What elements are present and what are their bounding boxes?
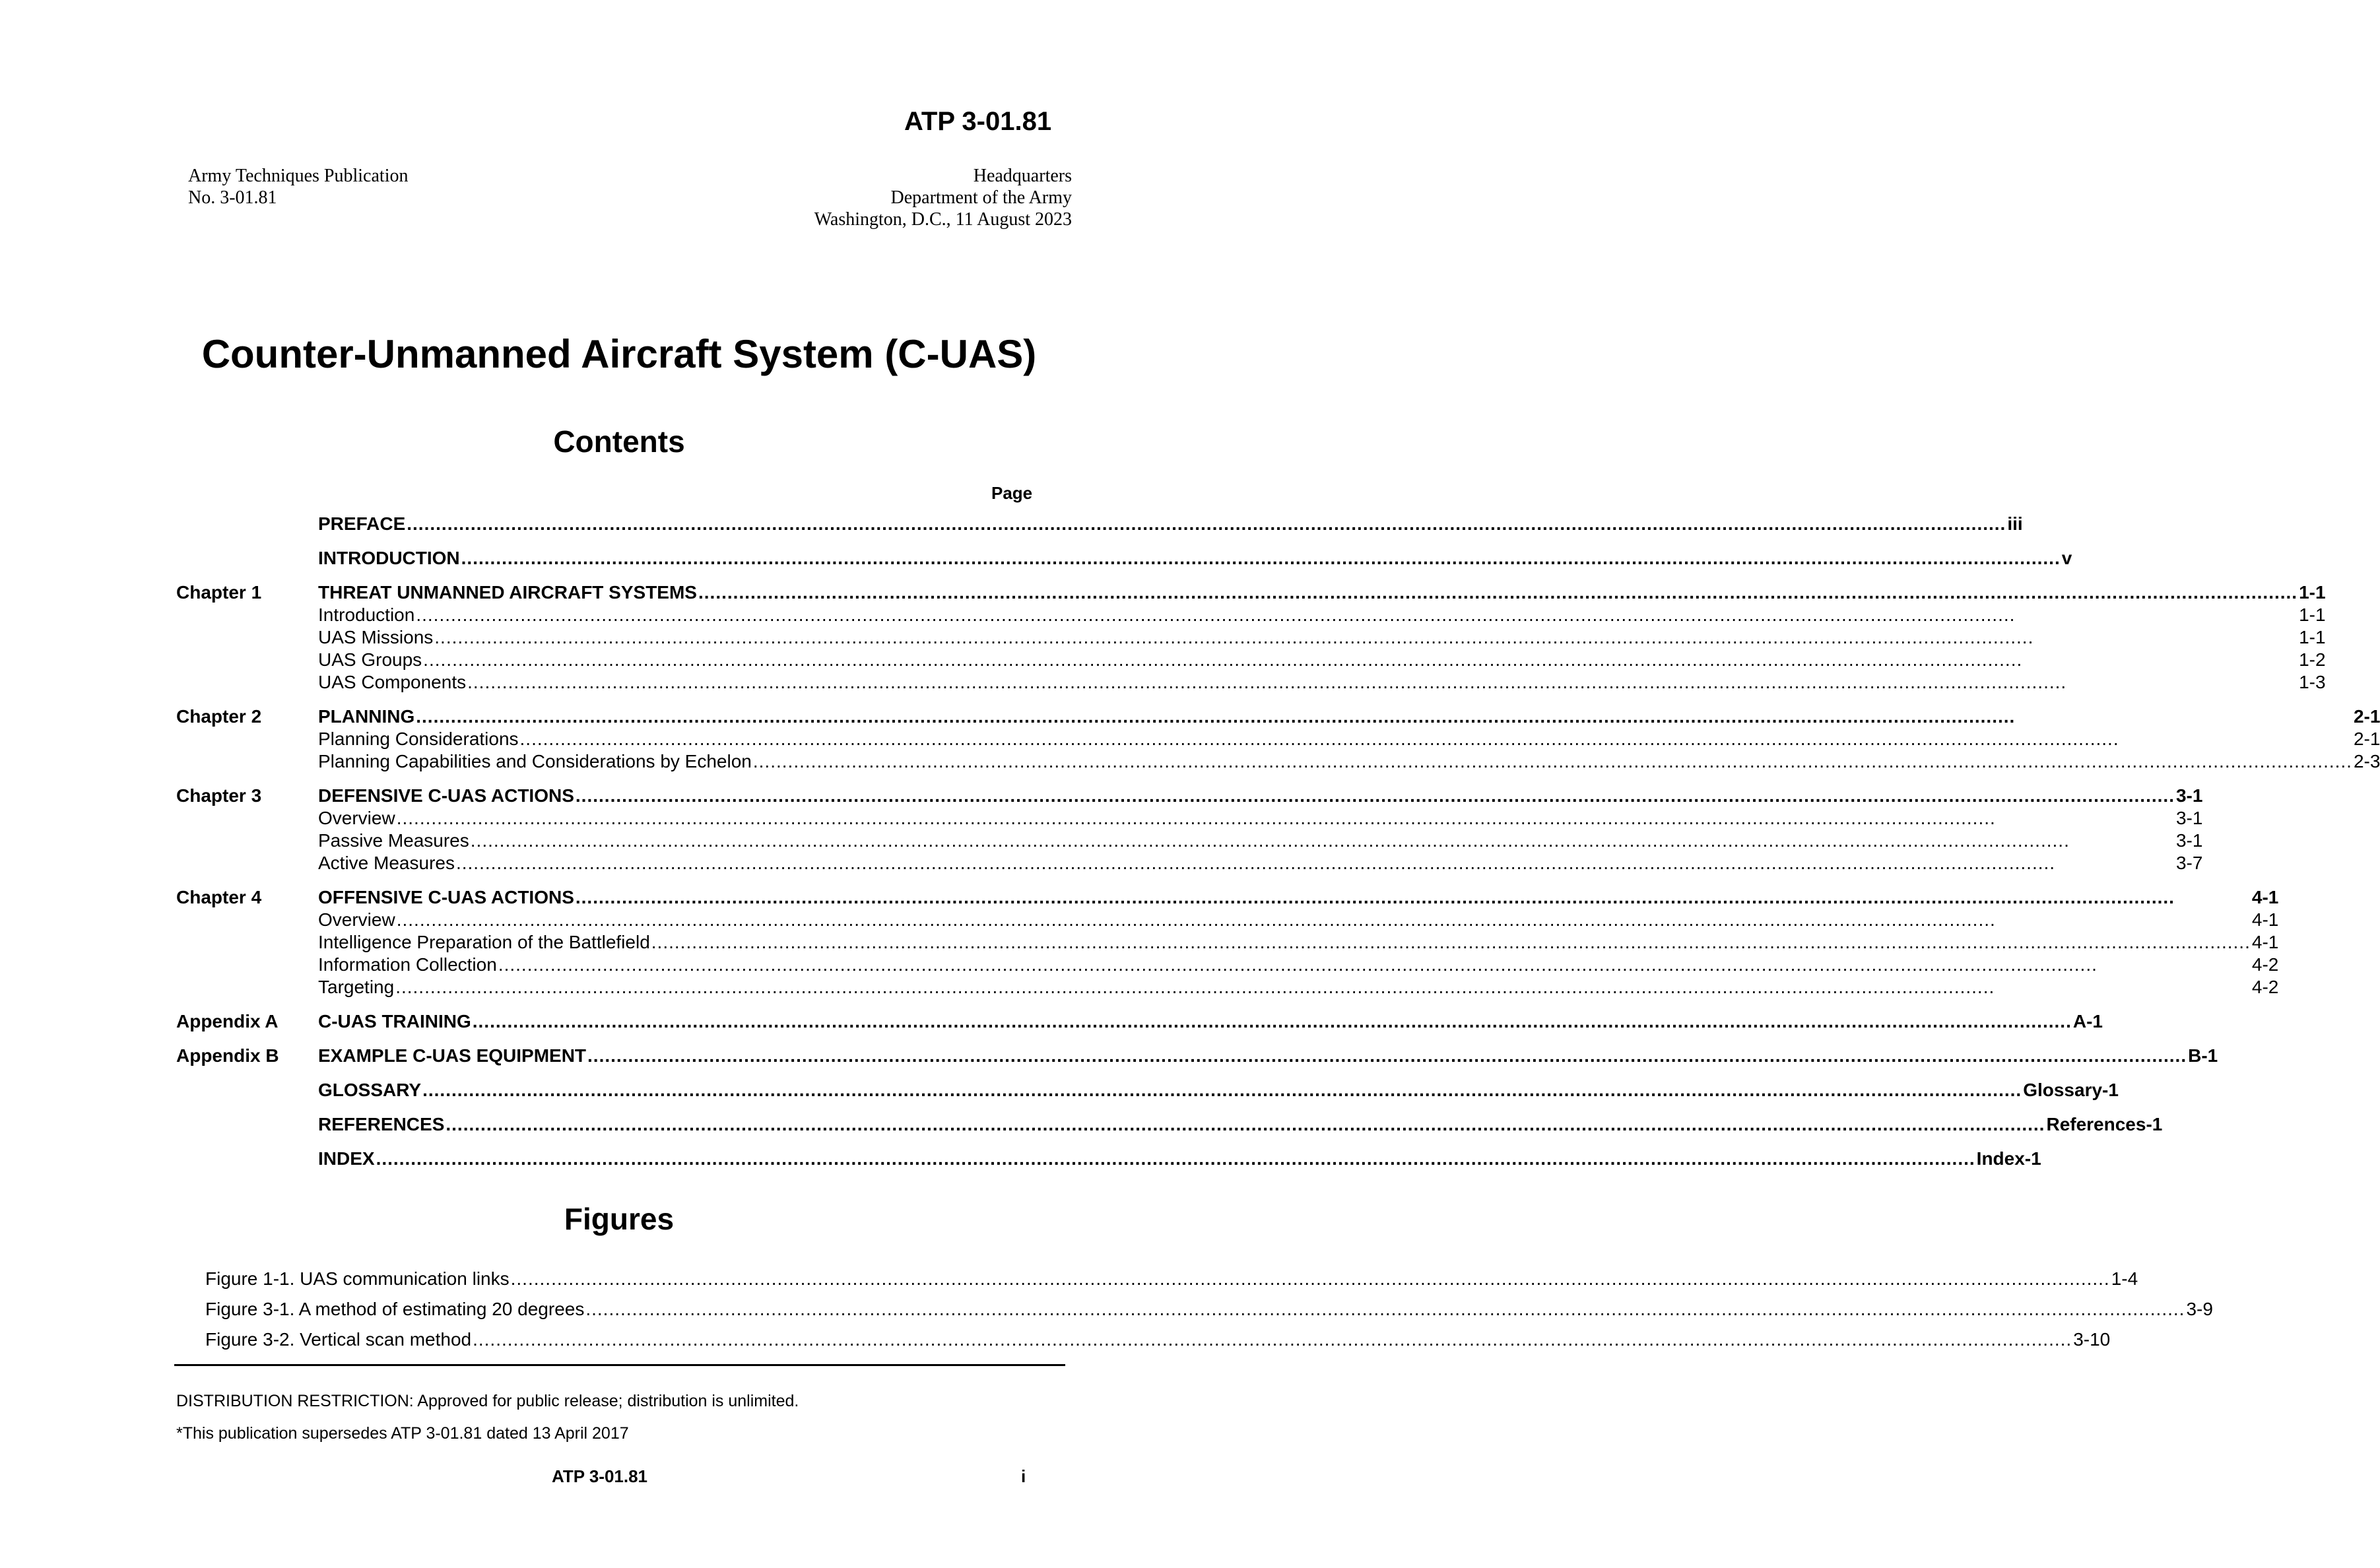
publication-number: No. 3-01.81 — [188, 187, 277, 208]
toc-entry-title: PLANNING — [318, 706, 415, 727]
chapter-label — [176, 1113, 318, 1136]
toc-entries — [318, 1113, 2162, 1136]
dot-leader — [423, 649, 2297, 671]
toc-entries — [318, 581, 2326, 694]
toc-group — [176, 512, 2023, 535]
toc-entry-page: 1-1 — [2299, 627, 2326, 647]
chapter-label: Chapter 1 — [176, 582, 262, 603]
dot-leader — [467, 671, 2297, 694]
toc-entry[interactable] — [318, 705, 2380, 728]
toc-entry-title: Introduction — [318, 604, 415, 625]
toc-entry-title: EXAMPLE C-UAS EQUIPMENT — [318, 1045, 587, 1066]
dot-leader — [446, 1113, 2045, 1136]
table-of-contents — [176, 512, 2380, 1181]
toc-entry[interactable] — [318, 909, 2278, 931]
toc-entry-page: B-1 — [2188, 1045, 2218, 1066]
toc-entry-page: 2-3 — [2353, 751, 2380, 771]
toc-entry-title: PREFACE — [318, 513, 406, 534]
toc-entries — [318, 784, 2202, 874]
toc-entry[interactable] — [318, 1147, 2041, 1170]
toc-entry[interactable] — [318, 886, 2278, 909]
toc-entry-page: 4-1 — [2251, 909, 2279, 930]
dot-leader — [585, 1294, 2185, 1324]
toc-group — [176, 1147, 2041, 1170]
toc-entries — [318, 546, 2072, 570]
toc-entry[interactable] — [318, 649, 2326, 671]
dot-leader — [511, 1264, 2110, 1294]
toc-entry-page: A-1 — [2072, 1011, 2103, 1031]
toc-entry[interactable] — [318, 784, 2202, 807]
figure-entry[interactable] — [205, 1264, 2138, 1294]
dot-leader — [698, 581, 2297, 604]
toc-entry[interactable] — [318, 604, 2326, 626]
location-date-line: Washington, D.C., 11 August 2023 — [814, 209, 1072, 230]
toc-entry[interactable] — [318, 581, 2326, 604]
toc-entry[interactable] — [318, 1010, 2103, 1033]
chapter-label: Chapter 3 — [176, 785, 262, 806]
dot-leader — [397, 807, 2175, 830]
publication-type: Army Techniques Publication — [188, 166, 409, 186]
toc-group — [176, 581, 2326, 694]
toc-entry-title: Figure 3-2. Vertical scan method — [205, 1329, 472, 1350]
toc-entry[interactable] — [318, 728, 2380, 750]
toc-entry-page: 1-2 — [2299, 649, 2326, 670]
dot-leader — [395, 976, 2251, 998]
toc-entry-title: THREAT UNMANNED AIRCRAFT SYSTEMS — [318, 582, 697, 603]
toc-entry[interactable] — [318, 852, 2202, 874]
footer-doc-id: ATP 3-01.81 — [552, 1466, 648, 1486]
toc-entry-page: 3-9 — [2186, 1299, 2213, 1319]
toc-entry-page: References-1 — [2046, 1114, 2163, 1134]
chapter-label: Appendix B — [176, 1045, 279, 1066]
dot-leader — [473, 1324, 2072, 1355]
dot-leader — [471, 830, 2175, 852]
toc-entry[interactable] — [318, 830, 2202, 852]
toc-entry[interactable] — [318, 1113, 2162, 1136]
toc-group — [176, 546, 2072, 570]
figure-entry[interactable] — [205, 1324, 2111, 1355]
toc-entry-title: Passive Measures — [318, 830, 469, 851]
toc-entry-page: 4-2 — [2251, 954, 2279, 975]
toc-entry-title: INTRODUCTION — [318, 548, 460, 568]
toc-entries — [318, 1078, 2119, 1101]
toc-entry-title: Targeting — [318, 977, 395, 997]
toc-entry-page: Index-1 — [1976, 1148, 2041, 1169]
toc-entry-page: 2-1 — [2353, 706, 2380, 727]
dot-leader — [416, 604, 2297, 626]
dot-leader — [397, 909, 2251, 931]
toc-entries — [318, 705, 2380, 773]
toc-entry[interactable] — [318, 750, 2380, 773]
chapter-label: Chapter 4 — [176, 887, 262, 907]
divider-rule — [174, 1364, 1065, 1366]
chapter-label: Chapter 2 — [176, 706, 262, 727]
toc-entry[interactable] — [318, 976, 2278, 998]
toc-entries — [318, 886, 2278, 998]
toc-entry-page: 1-1 — [2299, 582, 2326, 603]
issuing-authority — [814, 165, 1072, 230]
toc-entry-page: 4-2 — [2251, 977, 2279, 997]
dot-leader — [498, 954, 2251, 976]
toc-entry-title: Planning Considerations — [318, 729, 519, 749]
toc-entry-page: 1-3 — [2299, 672, 2326, 692]
doc-id-top: ATP 3-01.81 — [904, 107, 1052, 136]
toc-group — [176, 1044, 2218, 1067]
dot-leader — [422, 1078, 2022, 1101]
toc-entry-title: UAS Groups — [318, 649, 422, 670]
department-line: Department of the Army — [890, 187, 1072, 208]
dot-leader — [753, 750, 2352, 773]
chapter-label — [176, 1078, 318, 1101]
dot-leader — [576, 886, 2251, 909]
dot-leader — [651, 931, 2251, 954]
toc-entry-page: 1-1 — [2299, 604, 2326, 625]
dot-leader — [407, 512, 2006, 535]
toc-entry-title: UAS Missions — [318, 627, 434, 647]
dot-leader — [520, 728, 2352, 750]
publication-info — [188, 165, 408, 209]
toc-entry-title: Figure 3-1. A method of estimating 20 degrees — [205, 1299, 585, 1319]
dot-leader — [461, 546, 2061, 570]
toc-entry-page: 3-7 — [2175, 853, 2203, 873]
toc-group — [176, 1010, 2103, 1033]
toc-entry[interactable] — [318, 931, 2278, 954]
toc-entry-title: Intelligence Preparation of the Battlefield — [318, 932, 650, 952]
toc-entry[interactable] — [318, 512, 2023, 535]
toc-entry-page: Glossary-1 — [2023, 1080, 2119, 1100]
dot-leader — [576, 784, 2175, 807]
figure-entry[interactable] — [205, 1294, 2213, 1324]
distribution-restriction: DISTRIBUTION RESTRICTION: Approved for public release; distribution is unlimited. — [176, 1392, 799, 1410]
toc-group — [176, 886, 2279, 998]
toc-entry-page: 3-1 — [2175, 808, 2203, 828]
toc-entry-page: 1-4 — [2111, 1268, 2138, 1289]
chapter-label — [176, 512, 318, 535]
dot-leader — [416, 705, 2352, 728]
dot-leader — [434, 626, 2297, 649]
toc-group — [176, 1113, 2163, 1136]
list-of-figures — [205, 1264, 2213, 1355]
footer-page-number: i — [1021, 1466, 1026, 1486]
toc-entry-page: 3-1 — [2175, 785, 2203, 806]
toc-entry[interactable] — [318, 807, 2202, 830]
toc-entry-title: C-UAS TRAINING — [318, 1011, 471, 1031]
toc-entries — [318, 1010, 2103, 1033]
toc-entry[interactable] — [318, 671, 2326, 694]
toc-entry-title: Information Collection — [318, 954, 497, 975]
toc-entry-title: Active Measures — [318, 853, 455, 873]
toc-entries — [318, 1147, 2041, 1170]
toc-group — [176, 784, 2203, 874]
dot-leader — [473, 1010, 2072, 1033]
document-title: Counter-Unmanned Aircraft System (C-UAS) — [201, 332, 1037, 376]
toc-entry-title: OFFENSIVE C-UAS ACTIONS — [318, 887, 574, 907]
toc-entry-title: Overview — [318, 808, 395, 828]
dot-leader — [376, 1147, 1975, 1170]
toc-entry[interactable] — [318, 954, 2278, 976]
toc-entries — [318, 512, 2023, 535]
toc-entries — [318, 1044, 2218, 1067]
toc-entry-title: Figure 1-1. UAS communication links — [205, 1268, 510, 1289]
headquarters-line: Headquarters — [973, 166, 1072, 186]
chapter-label — [176, 1147, 318, 1170]
toc-group — [176, 705, 2380, 773]
toc-entry-title: DEFENSIVE C-UAS ACTIONS — [318, 785, 574, 806]
contents-heading: Contents — [553, 424, 685, 459]
toc-entry-page: 4-1 — [2251, 932, 2279, 952]
chapter-label — [176, 546, 318, 570]
toc-entry[interactable] — [318, 626, 2326, 649]
toc-entry-page: 3-1 — [2175, 830, 2203, 851]
toc-entry-page: 4-1 — [2251, 887, 2279, 907]
toc-entry-title: Overview — [318, 909, 395, 930]
chapter-label: Appendix A — [176, 1011, 279, 1031]
toc-entry[interactable] — [318, 1078, 2119, 1101]
toc-entry-title: Planning Capabilities and Considerations by Echelon — [318, 751, 752, 771]
toc-entry-title: INDEX — [318, 1148, 375, 1169]
dot-leader — [587, 1044, 2187, 1067]
toc-entry[interactable] — [318, 1044, 2218, 1067]
toc-entry-title: GLOSSARY — [318, 1080, 422, 1100]
toc-entry-page: 3-10 — [2073, 1329, 2111, 1350]
toc-entry-page: 2-1 — [2353, 729, 2380, 749]
toc-entry[interactable] — [318, 546, 2072, 570]
toc-entry-page: v — [2061, 548, 2072, 568]
dot-leader — [456, 852, 2175, 874]
toc-entry-title: UAS Components — [318, 672, 467, 692]
toc-group — [176, 1078, 2119, 1101]
figures-heading: Figures — [564, 1202, 675, 1236]
page-column-label: Page — [991, 483, 1033, 503]
supersedes-note: *This publication supersedes ATP 3-01.81 dated 13 April 2017 — [176, 1424, 629, 1443]
toc-entry-page: iii — [2007, 513, 2023, 534]
toc-entry-title: REFERENCES — [318, 1114, 445, 1134]
